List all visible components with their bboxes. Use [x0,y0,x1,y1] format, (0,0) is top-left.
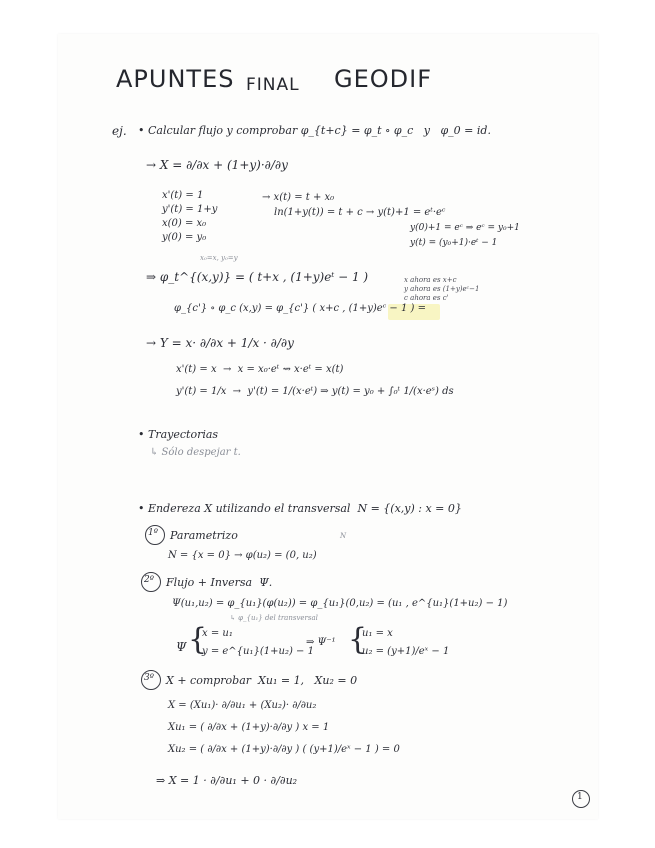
psi-inverse-brace: { [348,622,368,657]
title-apuntes: APUNTES [116,65,235,93]
psi-system-line: y = e^{u₁}(1+u₂) − 1 [202,646,314,657]
flow-formula: ⇒ φ_t^{(x,y)} = ( t+x , (1+y)eᵗ − 1 ) [146,270,369,284]
trajectories-heading: • Trayectorias [138,428,219,441]
step-1-equation: N = {x = 0} → φ(u₂) = (0, u₂) [168,550,317,561]
step-1-number: 1º [148,528,158,538]
step-3-number: 3º [144,673,154,683]
step-2-title: Flujo + Inversa Ψ. [166,576,273,589]
vector-field-x: → X = ∂/∂x + (1+y)·∂/∂y [146,158,288,172]
solution-line: ln(1+y(t)) = t + c → y(t)+1 = eᵗ·eᶜ [274,207,446,218]
composition-formula: φ_{c'} ∘ φ_c (x,y) = φ_{c'} ( x+c , (1+y)eᶜ − 1 ) = [174,303,426,314]
substitution-note: x₀=x, y₀=y [200,254,238,262]
ode-system-2-line: y'(t) = 1/x → y'(t) = 1/(x·eᵗ) ⇒ y(t) = y₀ + ∫₀ᵗ 1/(x·eˢ) ds [176,386,454,397]
psi-system-line: x = u₁ [202,628,233,639]
trajectories-note: ↳ Sólo despejar t. [150,447,241,458]
psi-inverse-line: u₂ = (y+1)/eˣ − 1 [362,646,450,657]
ode-system-line: y(0) = y₀ [162,232,207,243]
step-1-title: Parametrizo [170,529,238,542]
psi-symbol: Ψ [176,640,187,654]
xu1-check: Xu₁ = ( ∂/∂x + (1+y)·∂/∂y ) x = 1 [168,722,330,733]
xu2-check: Xu₂ = ( ∂/∂x + (1+y)·∂/∂y ) ( (y+1)/eˣ − 1 ) = 0 [168,744,400,755]
ode-system-line: x'(t) = 1 [162,190,204,201]
step-1-superscript: N [340,532,347,540]
step-3-title: X + comprobar Xu₁ = 1, Xu₂ = 0 [166,674,358,687]
vector-field-y: → Y = x· ∂/∂x + 1/x · ∂/∂y [146,336,294,350]
page-number: 1 [577,792,583,802]
psi-inverse-prefix: ⇒ Ψ⁻¹ [306,637,336,648]
initial-condition-line: y(0)+1 = eᶜ ⇒ eᶜ = y₀+1 [410,223,520,233]
exercise-label: ej. [112,124,127,138]
step-2-note: ↳ φ_{u₁} del transversal [230,614,318,622]
step-2-number: 2º [144,575,154,585]
side-note: x ahora es x+c [404,276,457,284]
side-note: c ahora es c' [404,294,449,302]
x-expansion: X = (Xu₁)· ∂/∂u₁ + (Xu₂)· ∂/∂u₂ [168,700,317,711]
ode-system-2-line: x'(t) = x → x = x₀·eᵗ ⇝ x·eᵗ = x(t) [176,364,344,375]
straighten-heading: • Endereza X utilizando el transversal N = {(x,y) : x = 0} [138,502,462,515]
final-result: ⇒ X = 1 · ∂/∂u₁ + 0 · ∂/∂u₂ [156,774,298,787]
notebook-page [58,34,598,819]
initial-condition-line: y(t) = (y₀+1)·eᵗ − 1 [410,238,498,248]
solution-line: → x(t) = t + x₀ [262,192,335,203]
side-note: y ahora es (1+y)eᶜ−1 [404,285,480,293]
psi-left-brace: { [188,622,208,657]
step-2-equation: Ψ(u₁,u₂) = φ_{u₁}(φ(u₂)) = φ_{u₁}(0,u₂) = (u₁ , e^{u₁}(1+u₂) − 1) [172,598,508,609]
title-geodif: GEODIF [334,65,433,93]
ode-system-line: x(0) = x₀ [162,218,207,229]
ode-system-line: y'(t) = 1+y [162,204,218,215]
psi-inverse-line: u₁ = x [362,628,393,639]
exercise-prompt: • Calcular flujo y comprobar φ_{t+c} = φ_t ∘ φ_c y φ_0 = id. [138,124,491,137]
title-final: FINAL [246,75,300,95]
